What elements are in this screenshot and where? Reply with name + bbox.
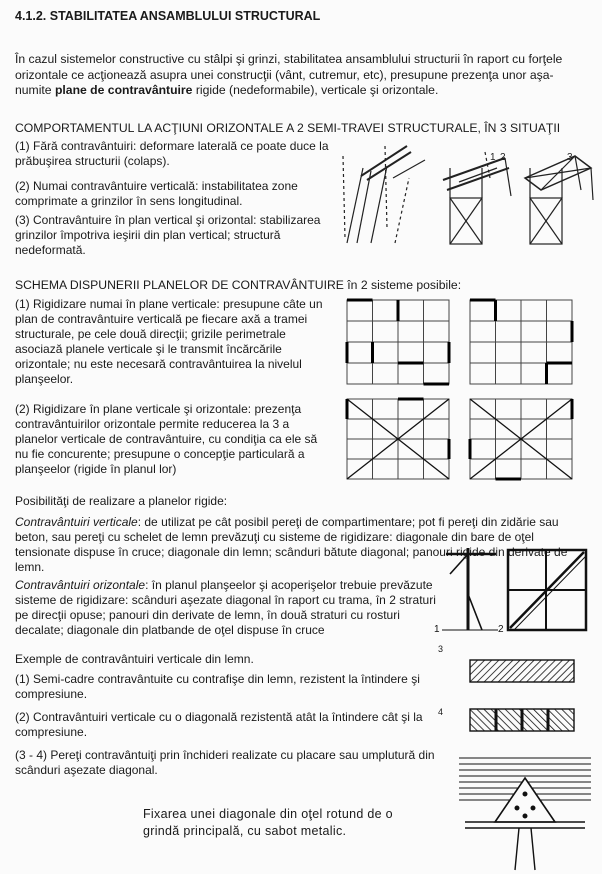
- timber-label-2: 2: [498, 624, 504, 635]
- frame-no-bracing: [343, 146, 425, 243]
- page-title: 4.1.2. STABILITATEA ANSAMBLULUI STRUCTURAL: [15, 9, 321, 23]
- timber-label-1: 1: [434, 624, 440, 635]
- section2-item1: (1) Rigidizare numai în plane verticale: presupune câte un plan de contravântuire verticală pe fiecare axă a tramei structurale, pe cele două direcţii; grizile perimetrale asociază planele verticale şi le transmit încărcările orizontale; nu este necesară contravântuirea la nivelul planşeelor.: [15, 297, 323, 386]
- frame-vertical-bracing: [443, 152, 511, 244]
- wall-label-4: 4: [438, 707, 444, 717]
- steel-diagonal-caption: Fixarea unei diagonale din oţel rotund de o grindă principală, cu sabot metalic.: [143, 807, 393, 838]
- horizontal-bracing-paragraph: [15, 578, 445, 638]
- horizontal-bracing-title: Contravântuiri orizontale: [15, 578, 146, 592]
- example-2: (2) Contravântuiri verticale cu o diagonală rezistentă atât la întindere cât şi la compresiune.: [15, 710, 423, 739]
- intro-paragraph: [15, 52, 587, 99]
- vertical-planes-grid-a: [343, 296, 453, 388]
- horizontal-bracing-grid-b: [466, 395, 576, 483]
- horizontal-bracing-grid-a: [343, 395, 453, 483]
- section2-item2: (2) Rigidizare în plane verticale şi orizontale: prezenţa contravântuirilor orizontale permite reducerea la 3 a planelor verticale de contravântuire, cu condiţia ca ele să nu fie concurente; presupune o concepţie particulară a planşeelor (rigide în planul lor): [15, 402, 318, 476]
- three-frames-figure: [335, 138, 597, 250]
- intro-text-end: rigide (nedeformabile), verticale şi orizontale.: [192, 83, 439, 97]
- metal-shoe-figure: [455, 752, 595, 870]
- frame-label-2: 2: [500, 152, 506, 163]
- section1-heading: COMPORTAMENTUL LA ACŢIUNI ORIZONTALE A 2 SEMI-TRAVEI STRUCTURALE, ÎN 3 SITUAŢII: [15, 121, 561, 135]
- intro-text-start: În cazul sistemelor constructive cu stâlpi şi grinzi, stabilitatea ansamblului structurii în raport cu forţele orizontale ce acţionează asupra unei construcţii (vânt, cutremur, etc), presupune prezenţa unor aşa-numite: [15, 52, 563, 97]
- section1-item1: (1) Fără contravântuiri: deformare laterală ce poate duce la prăbuşirea structurii (colaps).: [15, 139, 329, 168]
- horizontal-bracing-text: : în planul planşeelor şi acoperişelor trebuie prevăzute sisteme de rigidizare: scânduri aşezate diagonal în raport cu trama, în 2 straturi pe direcţii opuse; panouri din derivate de lemn, în două straturi cu rosturi decalate; diagonale din platbande de oţel dispuse în cruce: [15, 578, 436, 637]
- diagonal-board-wall-3: [466, 657, 578, 685]
- section3-heading: Posibilităţi de realizare a planelor rigide:: [15, 494, 228, 508]
- section1-item3: (3) Contravântuire în plan vertical şi orizontal: stabilizarea grinzilor împotriva ieşirii din plan vertical; structură nedeformată.: [15, 213, 321, 257]
- diagonal-board-wall-4: [466, 706, 578, 734]
- timber-frames-figure: [434, 540, 598, 652]
- intro-bold-term: plane de contravântuire: [54, 83, 193, 97]
- example-3-4: (3 - 4) Pereţi contravântuiţi prin închideri realizate cu placare sau umplutură din scânduri aşezate diagonal.: [15, 748, 435, 777]
- section1-item2: (2) Numai contravântuire verticală: instabilitatea zone comprimate a grinzilor în sens longitudinal.: [15, 179, 298, 208]
- vertical-bracing-title: Contravântuiri verticale: [15, 515, 138, 529]
- wall-label-3: 3: [438, 644, 444, 654]
- vertical-bracing-text: : de utilizat pe cât posibil pereţi de compartimentare; pot fi pereţi din zidărie sau beton, sau pereţi cu schelet de lemn prevăzuţi cu sisteme de rigidizare: diagonale din bare de oţel tensionate dispuse în cruce; diagonale din lemn; scânduri bătute diagonal; panouri rigide din derivate de lemn.: [15, 515, 568, 574]
- example-1: (1) Semi-cadre contravântuite cu contrafişe din lemn, rezistent la întindere şi compresiune.: [15, 672, 420, 701]
- examples-heading: Exemple de contravântuiri verticale din lemn.: [15, 652, 254, 666]
- frame-full-bracing: [525, 156, 593, 244]
- vertical-planes-grid-b: [466, 296, 576, 388]
- frame-label-3: 3: [567, 152, 573, 163]
- frame-label-1: 1: [490, 152, 496, 163]
- section2-heading: SCHEMA DISPUNERII PLANELOR DE CONTRAVÂNTUIRE în 2 sisteme posibile:: [15, 278, 462, 292]
